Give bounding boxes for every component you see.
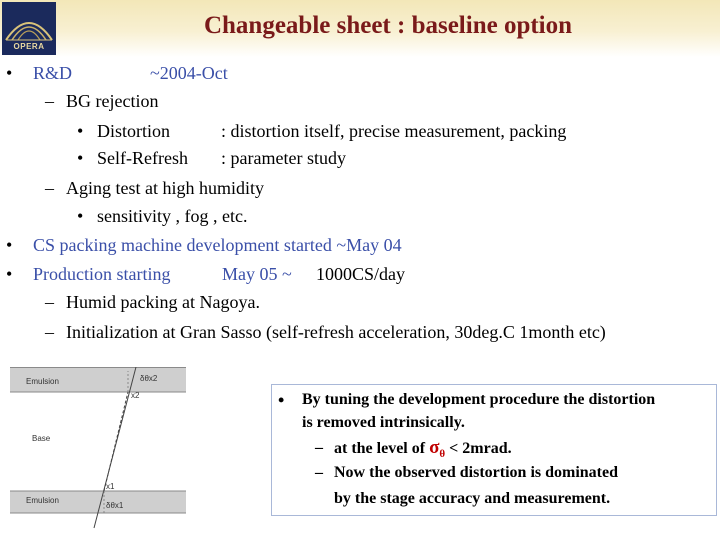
rd-item xyxy=(6,62,228,84)
humid-label: Humid packing at Nagoya. xyxy=(66,292,260,312)
x2-label: x2 xyxy=(131,391,140,400)
aging-label: Aging test at high humidity xyxy=(66,178,264,198)
result-note-box xyxy=(271,384,717,516)
base-label: Base xyxy=(32,434,51,443)
dtheta-x2-label: δθx2 xyxy=(140,374,158,383)
bg-rejection-label: BG rejection xyxy=(66,91,159,111)
rd-date: ~2004-Oct xyxy=(150,63,228,83)
rd-label: R&D xyxy=(33,63,73,83)
production-item xyxy=(6,263,406,285)
bullet: • xyxy=(6,264,13,284)
cs-packing-label: CS packing machine development started ~May 04 xyxy=(33,235,402,255)
production-label: Production starting xyxy=(33,264,171,284)
note-line-3-suffix: < 2mrad. xyxy=(449,440,512,457)
self-refresh-item xyxy=(77,147,346,169)
cs-packing-item xyxy=(6,234,402,256)
theta-subscript: θ xyxy=(439,448,446,461)
dash: – xyxy=(45,322,54,342)
dtheta-x1-label: δθx1 xyxy=(106,501,124,510)
note-dash-2: – xyxy=(315,464,323,481)
aging-item xyxy=(45,177,264,199)
sensitivity-item xyxy=(77,205,248,227)
note-bullet: • xyxy=(278,390,285,410)
emulsion-top-label: Emulsion xyxy=(26,377,59,386)
bullet: • xyxy=(6,63,13,83)
logo-text: OPERA xyxy=(13,42,45,51)
init-item xyxy=(45,321,606,343)
note-dash-1: – xyxy=(315,439,323,456)
sensitivity-label: sensitivity , fog , etc. xyxy=(97,206,248,226)
note-line-5: by the stage accuracy and measurement. xyxy=(334,490,611,507)
production-date: May 05 ~ xyxy=(222,264,292,284)
dash: – xyxy=(45,292,54,312)
self-refresh-desc: : parameter study xyxy=(221,148,346,168)
slide-title: Changeable sheet : baseline option xyxy=(203,12,573,39)
dash: – xyxy=(45,91,54,111)
sigma-symbol: σ xyxy=(429,437,440,458)
header-bar xyxy=(0,0,720,57)
base-track-line xyxy=(104,392,128,491)
bullet: • xyxy=(77,206,84,226)
bullet: • xyxy=(6,235,13,255)
note-line-1: By tuning the development procedure the distortion xyxy=(302,391,656,408)
distortion-label: Distortion xyxy=(97,121,171,141)
x1-label: x1 xyxy=(106,482,115,491)
production-rate: 1000CS/day xyxy=(316,264,406,284)
humid-item xyxy=(45,291,260,313)
distortion-item xyxy=(77,120,567,142)
bullet: • xyxy=(77,121,84,141)
bg-rejection-item xyxy=(45,90,159,112)
distortion-desc: : distortion itself, precise measurement, packing xyxy=(221,121,567,141)
note-line-3-prefix: at the level of xyxy=(334,440,426,457)
note-line-3 xyxy=(334,438,512,464)
init-label: Initialization at Gran Sasso (self-refresh acceleration, 30deg.C 1month etc) xyxy=(66,322,606,342)
note-line-2: is removed intrinsically. xyxy=(302,414,465,431)
emulsion-distortion-diagram xyxy=(10,367,186,529)
emulsion-bottom-label: Emulsion xyxy=(26,496,59,505)
note-line-4: Now the observed distortion is dominated xyxy=(334,464,619,481)
dash: – xyxy=(45,178,54,198)
bullet: • xyxy=(77,148,84,168)
self-refresh-label: Self-Refresh xyxy=(97,148,188,168)
